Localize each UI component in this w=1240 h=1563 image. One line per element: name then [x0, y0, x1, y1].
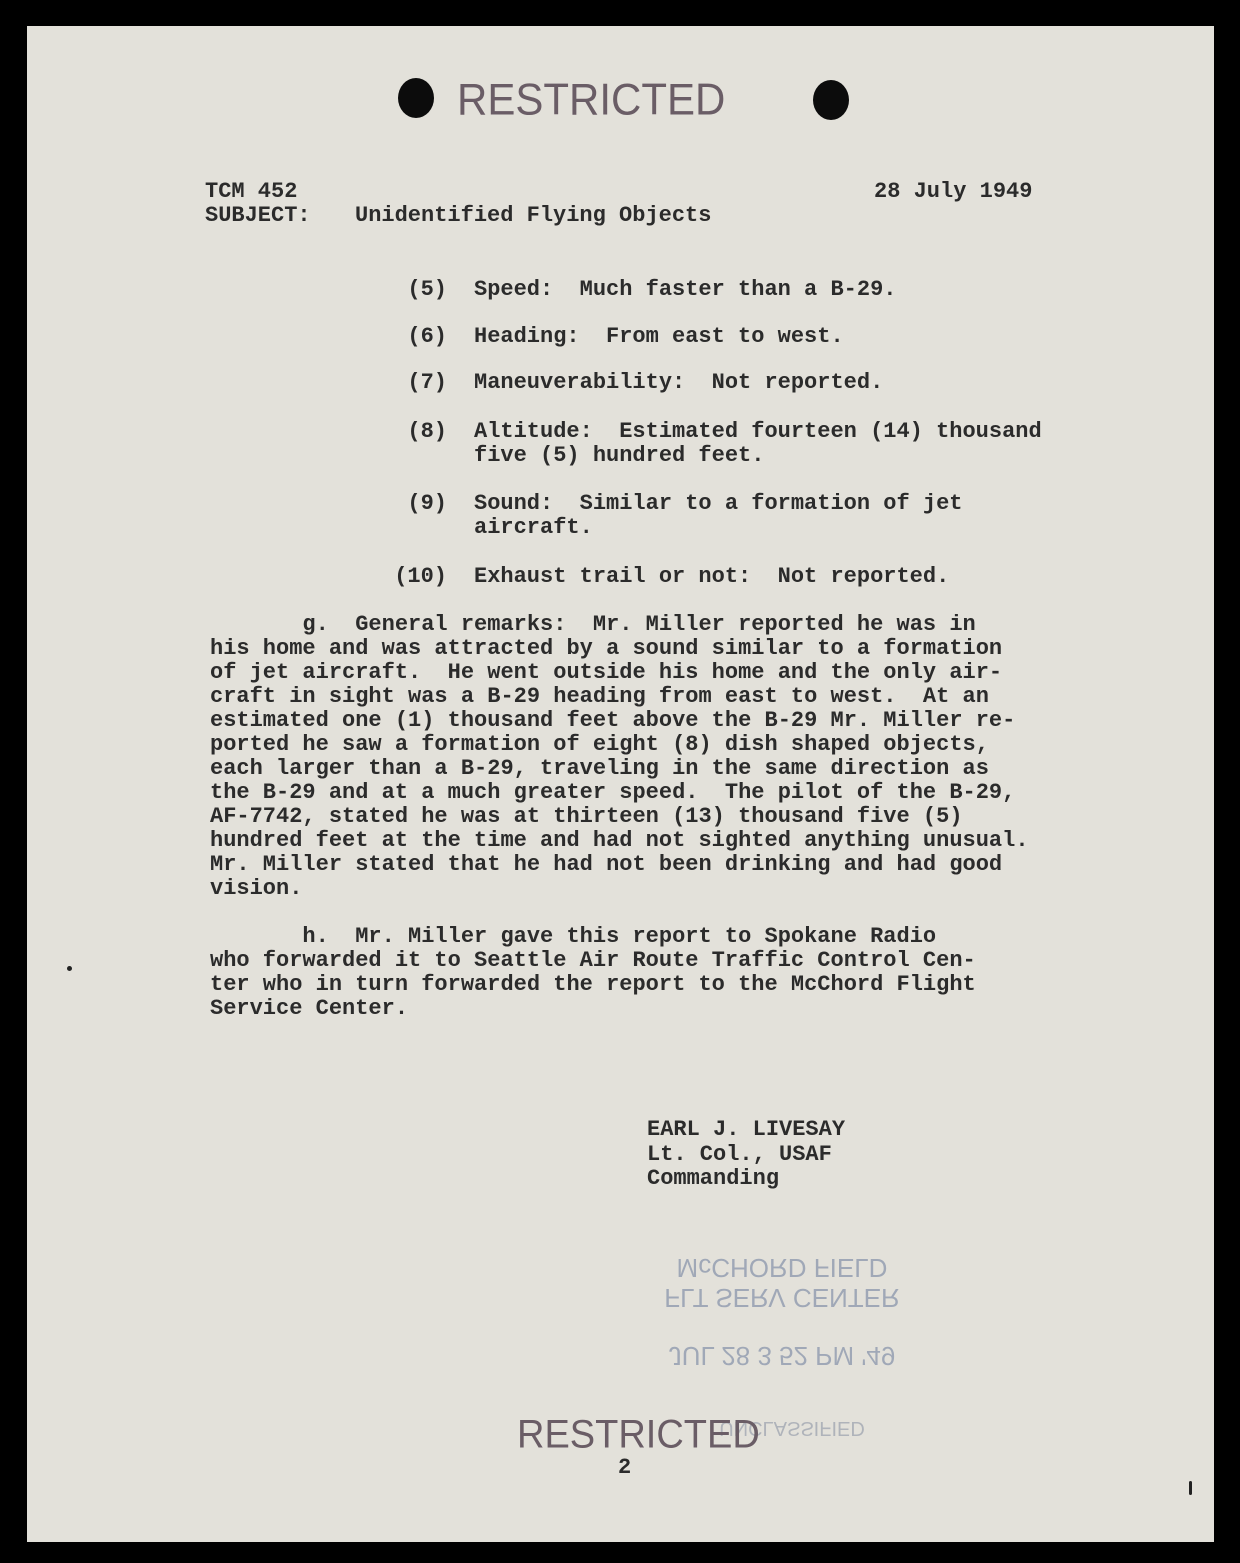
- stamp-line: FLT SERV CENTER: [664, 1283, 900, 1313]
- item-line: Sound: Similar to a formation of jet: [474, 491, 963, 516]
- paragraph-line: AF-7742, stated he was at thirteen (13) thousand five (5): [210, 804, 963, 829]
- punch-hole-left: [398, 78, 434, 118]
- paragraph-line: g. General remarks: Mr. Miller reported he was in: [210, 612, 976, 637]
- paragraph-line: vision.: [210, 876, 303, 901]
- paragraph-line: estimated one (1) thousand feet above the B-29 Mr. Miller re-: [210, 708, 1016, 733]
- signer-rank: Lt. Col., USAF: [647, 1142, 832, 1167]
- paragraph-line: Mr. Miller stated that he had not been drinking and had good: [210, 852, 1003, 877]
- paragraph-line: his home and was attracted by a sound similar to a formation: [210, 636, 1003, 661]
- item-line: aircraft.: [474, 515, 593, 540]
- document-date: 28 July 1949: [874, 179, 1033, 204]
- paragraph-line: each larger than a B-29, traveling in the same direction as: [210, 756, 989, 781]
- item-line: Exhaust trail or not: Not reported.: [474, 564, 950, 589]
- item-number: (10): [394, 564, 447, 589]
- paragraph-line: the B-29 and at a much greater speed. The pilot of the B-29,: [210, 780, 1016, 805]
- paragraph-line: h. Mr. Miller gave this report to Spokane Radio: [210, 924, 937, 949]
- item-line: Heading: From east to west.: [474, 324, 844, 349]
- paper-speck: [67, 966, 72, 971]
- restricted-stamp-top: RESTRICTED: [457, 74, 726, 125]
- paragraph-line: Service Center.: [210, 996, 409, 1021]
- stamp-line: JUL 28 3 52 PM '49: [668, 1341, 896, 1371]
- item-number: (7): [407, 370, 447, 395]
- restricted-stamp-bottom: RESTRICTED: [517, 1412, 760, 1458]
- paragraph-line: ported he saw a formation of eight (8) dish shaped objects,: [210, 732, 989, 757]
- paragraph-line: ter who in turn forwarded the report to the McChord Flight: [210, 972, 976, 997]
- tcm-number: TCM 452: [205, 179, 298, 204]
- paper-speck: [1189, 1481, 1192, 1495]
- item-line: Maneuverability: Not reported.: [474, 370, 884, 395]
- page-number: 2: [618, 1455, 632, 1480]
- item-number: (5): [407, 277, 447, 302]
- item-line: five (5) hundred feet.: [474, 443, 765, 468]
- item-number: (9): [407, 491, 447, 516]
- punch-hole-right: [813, 80, 849, 120]
- paragraph-line: craft in sight was a B-29 heading from east to west. At an: [210, 684, 989, 709]
- item-line: Speed: Much faster than a B-29.: [474, 277, 897, 302]
- paragraph-line: of jet aircraft. He went outside his home and the only air-: [210, 660, 1003, 685]
- paragraph-line: who forwarded it to Seattle Air Route Traffic Control Cen-: [210, 948, 976, 973]
- signer-role: Commanding: [647, 1166, 780, 1191]
- unclassified-stamp: UNCLASSIFIED: [719, 1417, 865, 1439]
- received-stamp: [632, 1231, 932, 1371]
- document-page: [27, 26, 1214, 1542]
- paragraph-line: hundred feet at the time and had not sighted anything unusual.: [210, 828, 1029, 853]
- item-line: Altitude: Estimated fourteen (14) thousand: [474, 419, 1042, 444]
- item-number: (6): [407, 324, 447, 349]
- stamp-line: McCHORD FIELD: [676, 1253, 888, 1283]
- item-number: (8): [407, 419, 447, 444]
- subject-label: SUBJECT:: [205, 203, 311, 228]
- subject-text: Unidentified Flying Objects: [355, 203, 712, 228]
- signer-name: EARL J. LIVESAY: [647, 1117, 846, 1142]
